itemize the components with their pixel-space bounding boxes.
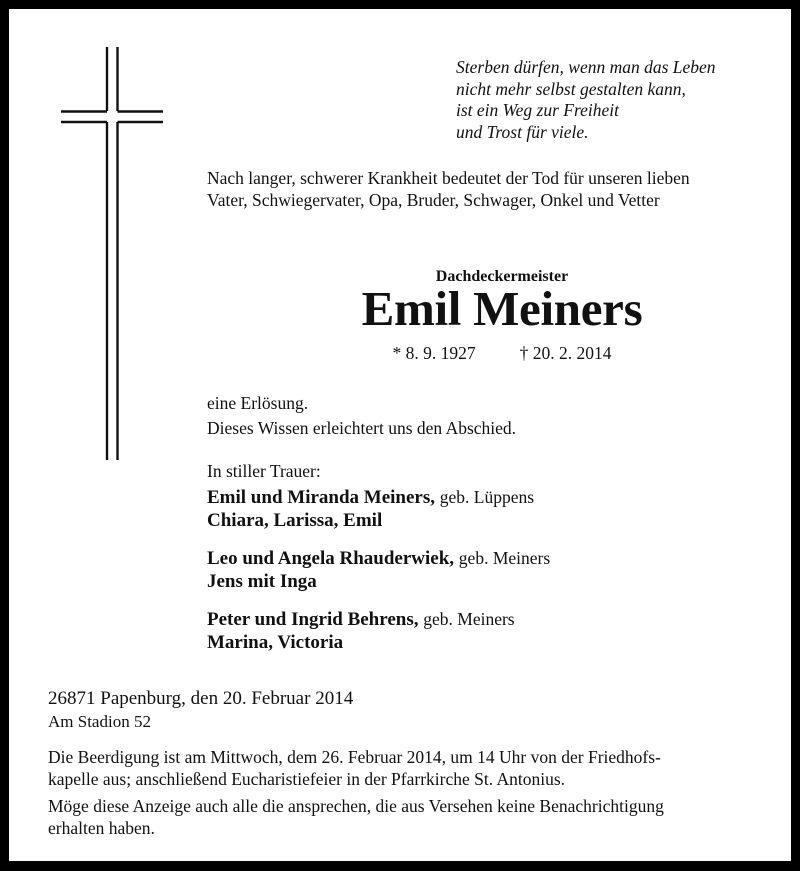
deceased-profession: Dachdeckermeister (435, 268, 569, 285)
funeral-line: Die Beerdigung ist am Mittwoch, dem 26. Februar 2014, um 14 Uhr von der Friedhofs- (48, 747, 661, 767)
poem (456, 57, 716, 143)
birth-date: * 8. 9. 1927 (392, 343, 476, 363)
family-nee: geb. Lüppens (439, 487, 535, 507)
family-couple: Leo und Angela Rhauderwiek, (207, 548, 455, 569)
family-couple: Peter und Ingrid Behrens, (207, 609, 419, 630)
family-nee: geb. Meiners (423, 609, 515, 629)
family-entry (207, 608, 515, 654)
funeral-details (48, 746, 788, 790)
family-couple: Emil und Miranda Meiners, (207, 487, 436, 508)
intro-line: Nach langer, schwerer Krankheit bedeutet der Tod für unseren lieben (207, 168, 690, 188)
mourning-label: In stiller Trauer: (207, 461, 321, 481)
poem-line: und Trost für viele. (456, 121, 589, 142)
intro-line: Vater, Schwiegervater, Opa, Bruder, Schwager, Onkel und Vetter (207, 189, 660, 210)
life-dates (207, 342, 797, 364)
poem-line: ist ein Weg zur Freiheit (456, 100, 619, 120)
notice-line: erhalten haben. (48, 818, 155, 838)
cross-icon (9, 9, 209, 489)
deceased-name: Emil Meiners (361, 281, 643, 336)
family-nee: geb. Meiners (458, 548, 551, 568)
poem-line: nicht mehr selbst gestalten kann, (456, 78, 686, 99)
notice-line: Möge diese Anzeige auch alle die ansprechen, die aus Versehen keine Benachrichtigung (48, 796, 664, 816)
funeral-line: kapelle aus; anschließend Eucharistiefeier in der Pfarrkirche St. Antonius. (48, 769, 566, 789)
death-date: † 20. 2. 2014 (519, 343, 612, 363)
comfort-text: Dieses Wissen erleichtert uns den Abschied. (207, 418, 517, 438)
notification-notice (48, 795, 788, 839)
family-children: Marina, Victoria (207, 632, 344, 653)
intro-text (207, 168, 690, 211)
release-text: eine Erlösung. (207, 393, 309, 413)
poem-line: Sterben dürfen, wenn man das Leben (456, 57, 716, 77)
family-entry (207, 486, 534, 532)
family-entry (207, 547, 550, 593)
family-children: Jens mit Inga (207, 571, 317, 592)
family-children: Chiara, Larissa, Emil (207, 510, 383, 531)
place-date: 26871 Papenburg, den 20. Februar 2014 (48, 688, 354, 709)
address: Am Stadion 52 (48, 712, 151, 731)
